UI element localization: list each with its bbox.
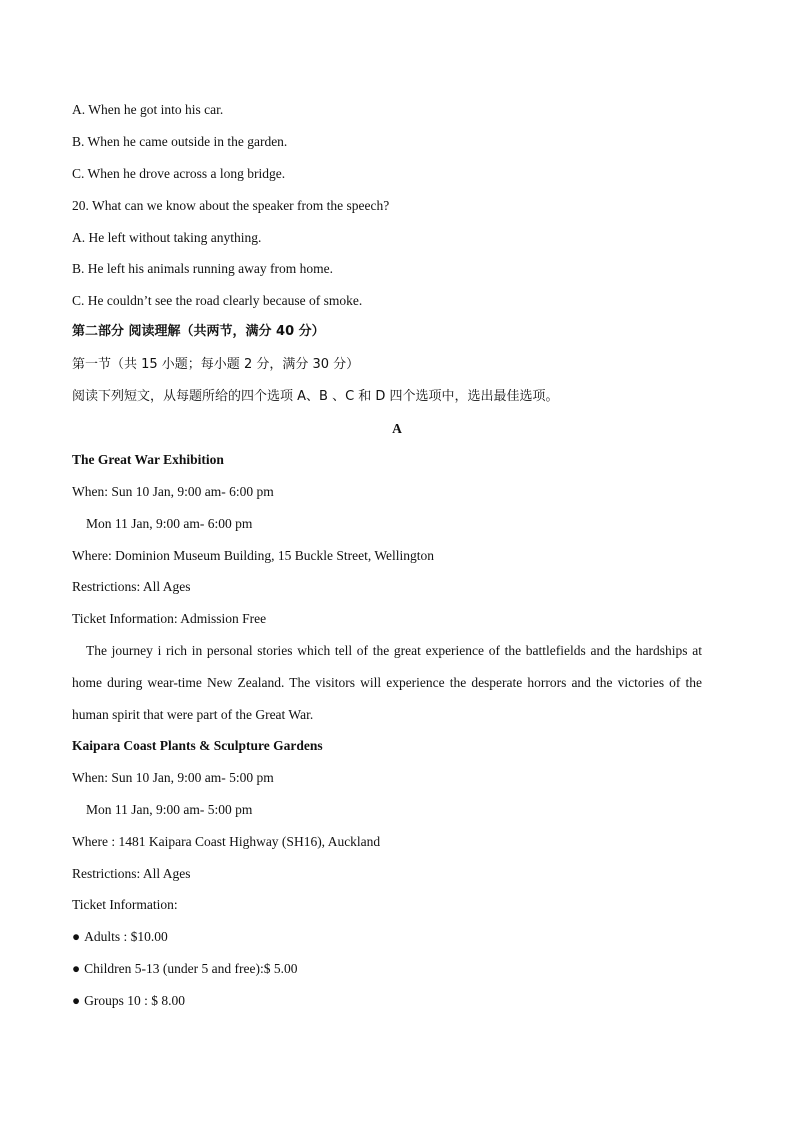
event2-ticket-label: Ticket Information: xyxy=(72,897,178,912)
section1-heading: 第一节（共 15 小题；每小题 2 分，满分 30 分） xyxy=(72,357,360,372)
q19-option-c: C. When he drove across a long bridge. xyxy=(72,166,286,181)
ticket-item-children xyxy=(72,960,297,978)
event2-title: Kaipara Coast Plants & Sculpture Gardens xyxy=(72,738,323,753)
bullet-icon: ● xyxy=(72,993,81,1008)
q20-stem: 20. What can we know about the speaker from the speech? xyxy=(72,198,390,213)
event2-restrictions: Restrictions: All Ages xyxy=(72,866,191,881)
event2-when-sun: When: Sun 10 Jan, 9:00 am- 5:00 pm xyxy=(72,770,274,785)
event1-title: The Great War Exhibition xyxy=(72,452,224,467)
ticket-item-text: Groups 10 : $ 8.00 xyxy=(84,993,186,1008)
event1-ticket-info: Ticket Information: Admission Free xyxy=(72,611,267,626)
passage-letter: A xyxy=(392,421,402,436)
event1-restrictions: Restrictions: All Ages xyxy=(72,579,191,594)
reading-instruction: 阅读下列短文，从每题所给的四个选项 A、B 、C 和 D 四个选项中，选出最佳选项。 xyxy=(72,389,559,404)
q20-option-b: B. He left his animals running away from home. xyxy=(72,261,333,276)
event1-description: The journey i rich in personal stories which tell of the great experience of the battlefields and the hardships at home during wear-time New Zealand. The visitors will experience the desperate horrors and the victories of the human spirit that were part of the Great War. xyxy=(72,643,702,722)
bullet-icon: ● xyxy=(72,961,81,976)
ticket-item-groups xyxy=(72,992,185,1010)
event1-where: Where: Dominion Museum Building, 15 Buckle Street, Wellington xyxy=(72,548,434,563)
q19-option-b: B. When he came outside in the garden. xyxy=(72,134,288,149)
ticket-item-text: Children 5-13 (under 5 and free):$ 5.00 xyxy=(84,961,298,976)
event1-when-mon: Mon 11 Jan, 9:00 am- 6:00 pm xyxy=(86,516,253,531)
q20-option-a: A. He left without taking anything. xyxy=(72,230,262,245)
bullet-icon: ● xyxy=(72,929,81,944)
q20-option-c: C. He couldn’t see the road clearly because of smoke. xyxy=(72,293,363,308)
ticket-item-text: Adults : $10.00 xyxy=(84,929,168,944)
event2-where: Where : 1481 Kaipara Coast Highway (SH16), Auckland xyxy=(72,834,381,849)
q19-option-a: A. When he got into his car. xyxy=(72,102,224,117)
event1-when-sun: When: Sun 10 Jan, 9:00 am- 6:00 pm xyxy=(72,484,274,499)
part2-heading: 第二部分 阅读理解（共两节，满分 40 分） xyxy=(72,324,325,339)
event2-when-mon: Mon 11 Jan, 9:00 am- 5:00 pm xyxy=(86,802,253,817)
ticket-item-adults xyxy=(72,928,168,946)
